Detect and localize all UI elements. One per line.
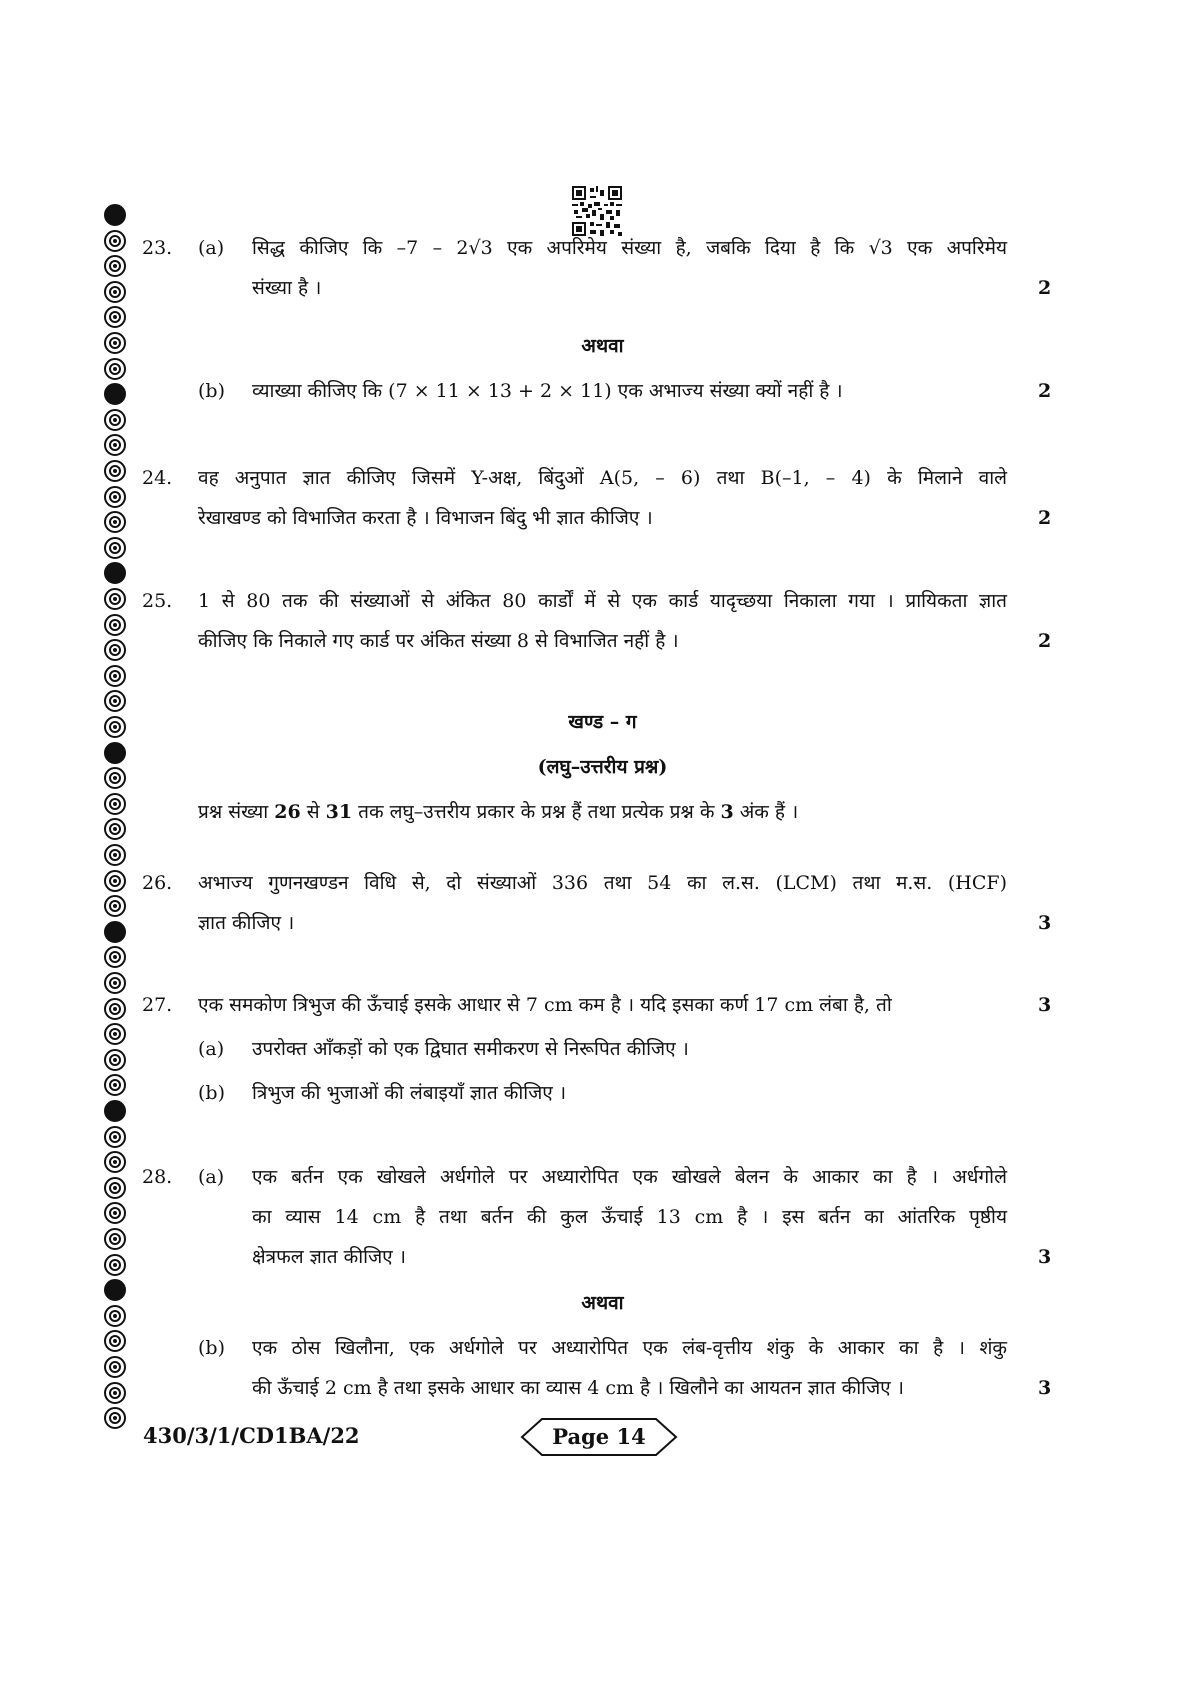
question-text: उपरोक्त आँकड़ों को एक द्विघात समीकरण से निरूपित कीजिए । xyxy=(252,1038,689,1060)
concentric-circle-icon xyxy=(104,895,126,917)
page-number: Page 14 xyxy=(552,1424,646,1449)
question-text: 1 से 80 तक की संख्याओं से अंकित 80 कार्डों में से एक कार्ड यादृच्छया निकाला गया । प्रायिकता ज्ञात xyxy=(198,590,1007,612)
paper-code: 430/3/1/CD1BA/22 xyxy=(143,1423,360,1448)
concentric-circle-icon xyxy=(104,1049,126,1071)
question-text: क्षेत्रफल ज्ञात कीजिए । xyxy=(252,1246,406,1268)
marks: 3 xyxy=(1038,1377,1052,1399)
concentric-circle-icon xyxy=(104,460,126,482)
concentric-circle-icon xyxy=(104,434,126,456)
concentric-circle-icon xyxy=(104,614,126,636)
concentric-circle-icon xyxy=(104,511,126,533)
concentric-circle-icon xyxy=(104,1382,126,1404)
page-number-badge xyxy=(520,1417,678,1457)
concentric-circle-icon xyxy=(104,690,126,712)
concentric-circle-icon xyxy=(104,409,126,431)
question-text: कीजिए कि निकाले गए कार्ड पर अंकित संख्या 8 से विभाजित नहीं है । xyxy=(198,630,679,652)
sub-label: (a) xyxy=(198,237,225,259)
marks: 3 xyxy=(1038,994,1052,1016)
concentric-circle-icon xyxy=(104,1254,126,1276)
filled-circle-icon xyxy=(104,383,126,405)
concentric-circle-icon xyxy=(104,332,126,354)
concentric-circle-icon xyxy=(104,793,126,815)
filled-circle-icon xyxy=(104,1100,126,1122)
concentric-circle-icon xyxy=(104,1330,126,1352)
question-text: एक समकोण त्रिभुज की ऊँचाई इसके आधार से 7 cm कम है । यदि इसका कर्ण 17 cm लंबा है, तो xyxy=(198,994,892,1016)
sub-label: (a) xyxy=(198,1038,225,1060)
concentric-circle-icon xyxy=(104,1228,126,1250)
concentric-circle-icon xyxy=(104,1177,126,1199)
marks: 2 xyxy=(1038,277,1052,299)
section-subtitle: (लघु–उत्तरीय प्रश्न) xyxy=(537,756,668,778)
or-divider: अथवा xyxy=(581,335,624,357)
concentric-circle-icon xyxy=(104,1151,126,1173)
concentric-circle-icon xyxy=(104,255,126,277)
concentric-circle-icon xyxy=(104,1023,126,1045)
question-text: व्याख्या कीजिए कि (7 × 11 × 13 + 2 × 11) एक अभाज्य संख्या क्यों नहीं है । xyxy=(252,380,843,402)
filled-circle-icon xyxy=(104,204,126,226)
question-text: ज्ञात कीजिए । xyxy=(198,912,295,934)
concentric-circle-icon xyxy=(104,767,126,789)
concentric-circle-icon xyxy=(104,306,126,328)
filled-circle-icon xyxy=(104,562,126,584)
question-number: 23. xyxy=(142,237,173,259)
filled-circle-icon xyxy=(104,921,126,943)
concentric-circle-icon xyxy=(104,972,126,994)
sub-label: (b) xyxy=(198,1337,225,1359)
question-text: वह अनुपात ज्ञात कीजिए जिसमें Y-अक्ष, बिंदुओं A(5, – 6) तथा B(–1, – 4) के मिलाने वाले xyxy=(198,467,1007,489)
sub-label: (b) xyxy=(198,380,225,402)
concentric-circle-icon xyxy=(104,281,126,303)
sub-label: (b) xyxy=(198,1082,225,1104)
question-text: एक बर्तन एक खोखले अर्धगोले पर अध्यारोपित एक खोखले बेलन के आकार का है । अर्धगोले xyxy=(252,1166,1007,1188)
question-text: की ऊँचाई 2 cm है तथा इसके आधार का व्यास 4 cm है । खिलौने का आयतन ज्ञात कीजिए । xyxy=(252,1377,904,1399)
concentric-circle-icon xyxy=(104,486,126,508)
question-text: एक ठोस खिलौना, एक अर्धगोले पर अध्यारोपित एक लंब-वृत्तीय शंकु के आकार का है । शंकु xyxy=(252,1337,1007,1359)
question-text: सिद्ध कीजिए कि –7 – 2√3 एक अपरिमेय संख्या है, जबकि दिया है कि √3 एक अपरिमेय xyxy=(252,237,1007,259)
concentric-circle-icon xyxy=(104,537,126,559)
concentric-circle-icon xyxy=(104,639,126,661)
marks: 3 xyxy=(1038,1246,1052,1268)
filled-circle-icon xyxy=(104,1279,126,1301)
question-number: 25. xyxy=(142,590,173,612)
concentric-circle-icon xyxy=(104,946,126,968)
section-instructions: प्रश्न संख्या 26 से 31 तक लघु–उत्तरीय प्रकार के प्रश्न हैं तथा प्रत्येक प्रश्न के 3 अंक हैं । xyxy=(198,801,799,823)
section-title: खण्ड – ग xyxy=(568,711,637,733)
marks: 2 xyxy=(1038,630,1052,652)
sub-label: (a) xyxy=(198,1166,225,1188)
question-number: 27. xyxy=(142,994,173,1016)
concentric-circle-icon xyxy=(104,716,126,738)
question-text: अभाज्य गुणनखण्डन विधि से, दो संख्याओं 336 तथा 54 का ल.स. (LCM) तथा म.स. (HCF) xyxy=(198,872,1007,894)
concentric-circle-icon xyxy=(104,665,126,687)
marks: 2 xyxy=(1038,507,1052,529)
question-number: 26. xyxy=(142,872,173,894)
question-number: 28. xyxy=(142,1166,173,1188)
concentric-circle-icon xyxy=(104,358,126,380)
marks: 3 xyxy=(1038,912,1052,934)
or-divider: अथवा xyxy=(581,1292,624,1314)
concentric-circle-icon xyxy=(104,230,126,252)
concentric-circle-icon xyxy=(104,1202,126,1224)
filled-circle-icon xyxy=(104,742,126,764)
question-text: रेखाखण्ड को विभाजित करता है । विभाजन बिंदु भी ज्ञात कीजिए । xyxy=(198,507,653,529)
question-text: त्रिभुज की भुजाओं की लंबाइयाँ ज्ञात कीजिए । xyxy=(252,1082,567,1104)
concentric-circle-icon xyxy=(104,1074,126,1096)
concentric-circle-icon xyxy=(104,1126,126,1148)
concentric-circle-icon xyxy=(104,588,126,610)
concentric-circle-icon xyxy=(104,818,126,840)
question-number: 24. xyxy=(142,467,173,489)
concentric-circle-icon xyxy=(104,870,126,892)
question-text: संख्या है । xyxy=(252,277,322,299)
concentric-circle-icon xyxy=(104,998,126,1020)
question-text: का व्यास 14 cm है तथा बर्तन की कुल ऊँचाई 13 cm है । इस बर्तन का आंतरिक पृष्ठीय xyxy=(252,1206,1007,1228)
concentric-circle-icon xyxy=(104,1305,126,1327)
concentric-circle-icon xyxy=(104,1356,126,1378)
concentric-circle-icon xyxy=(104,1407,126,1429)
marks: 2 xyxy=(1038,380,1052,402)
concentric-circle-icon xyxy=(104,844,126,866)
qr-code xyxy=(572,186,622,236)
